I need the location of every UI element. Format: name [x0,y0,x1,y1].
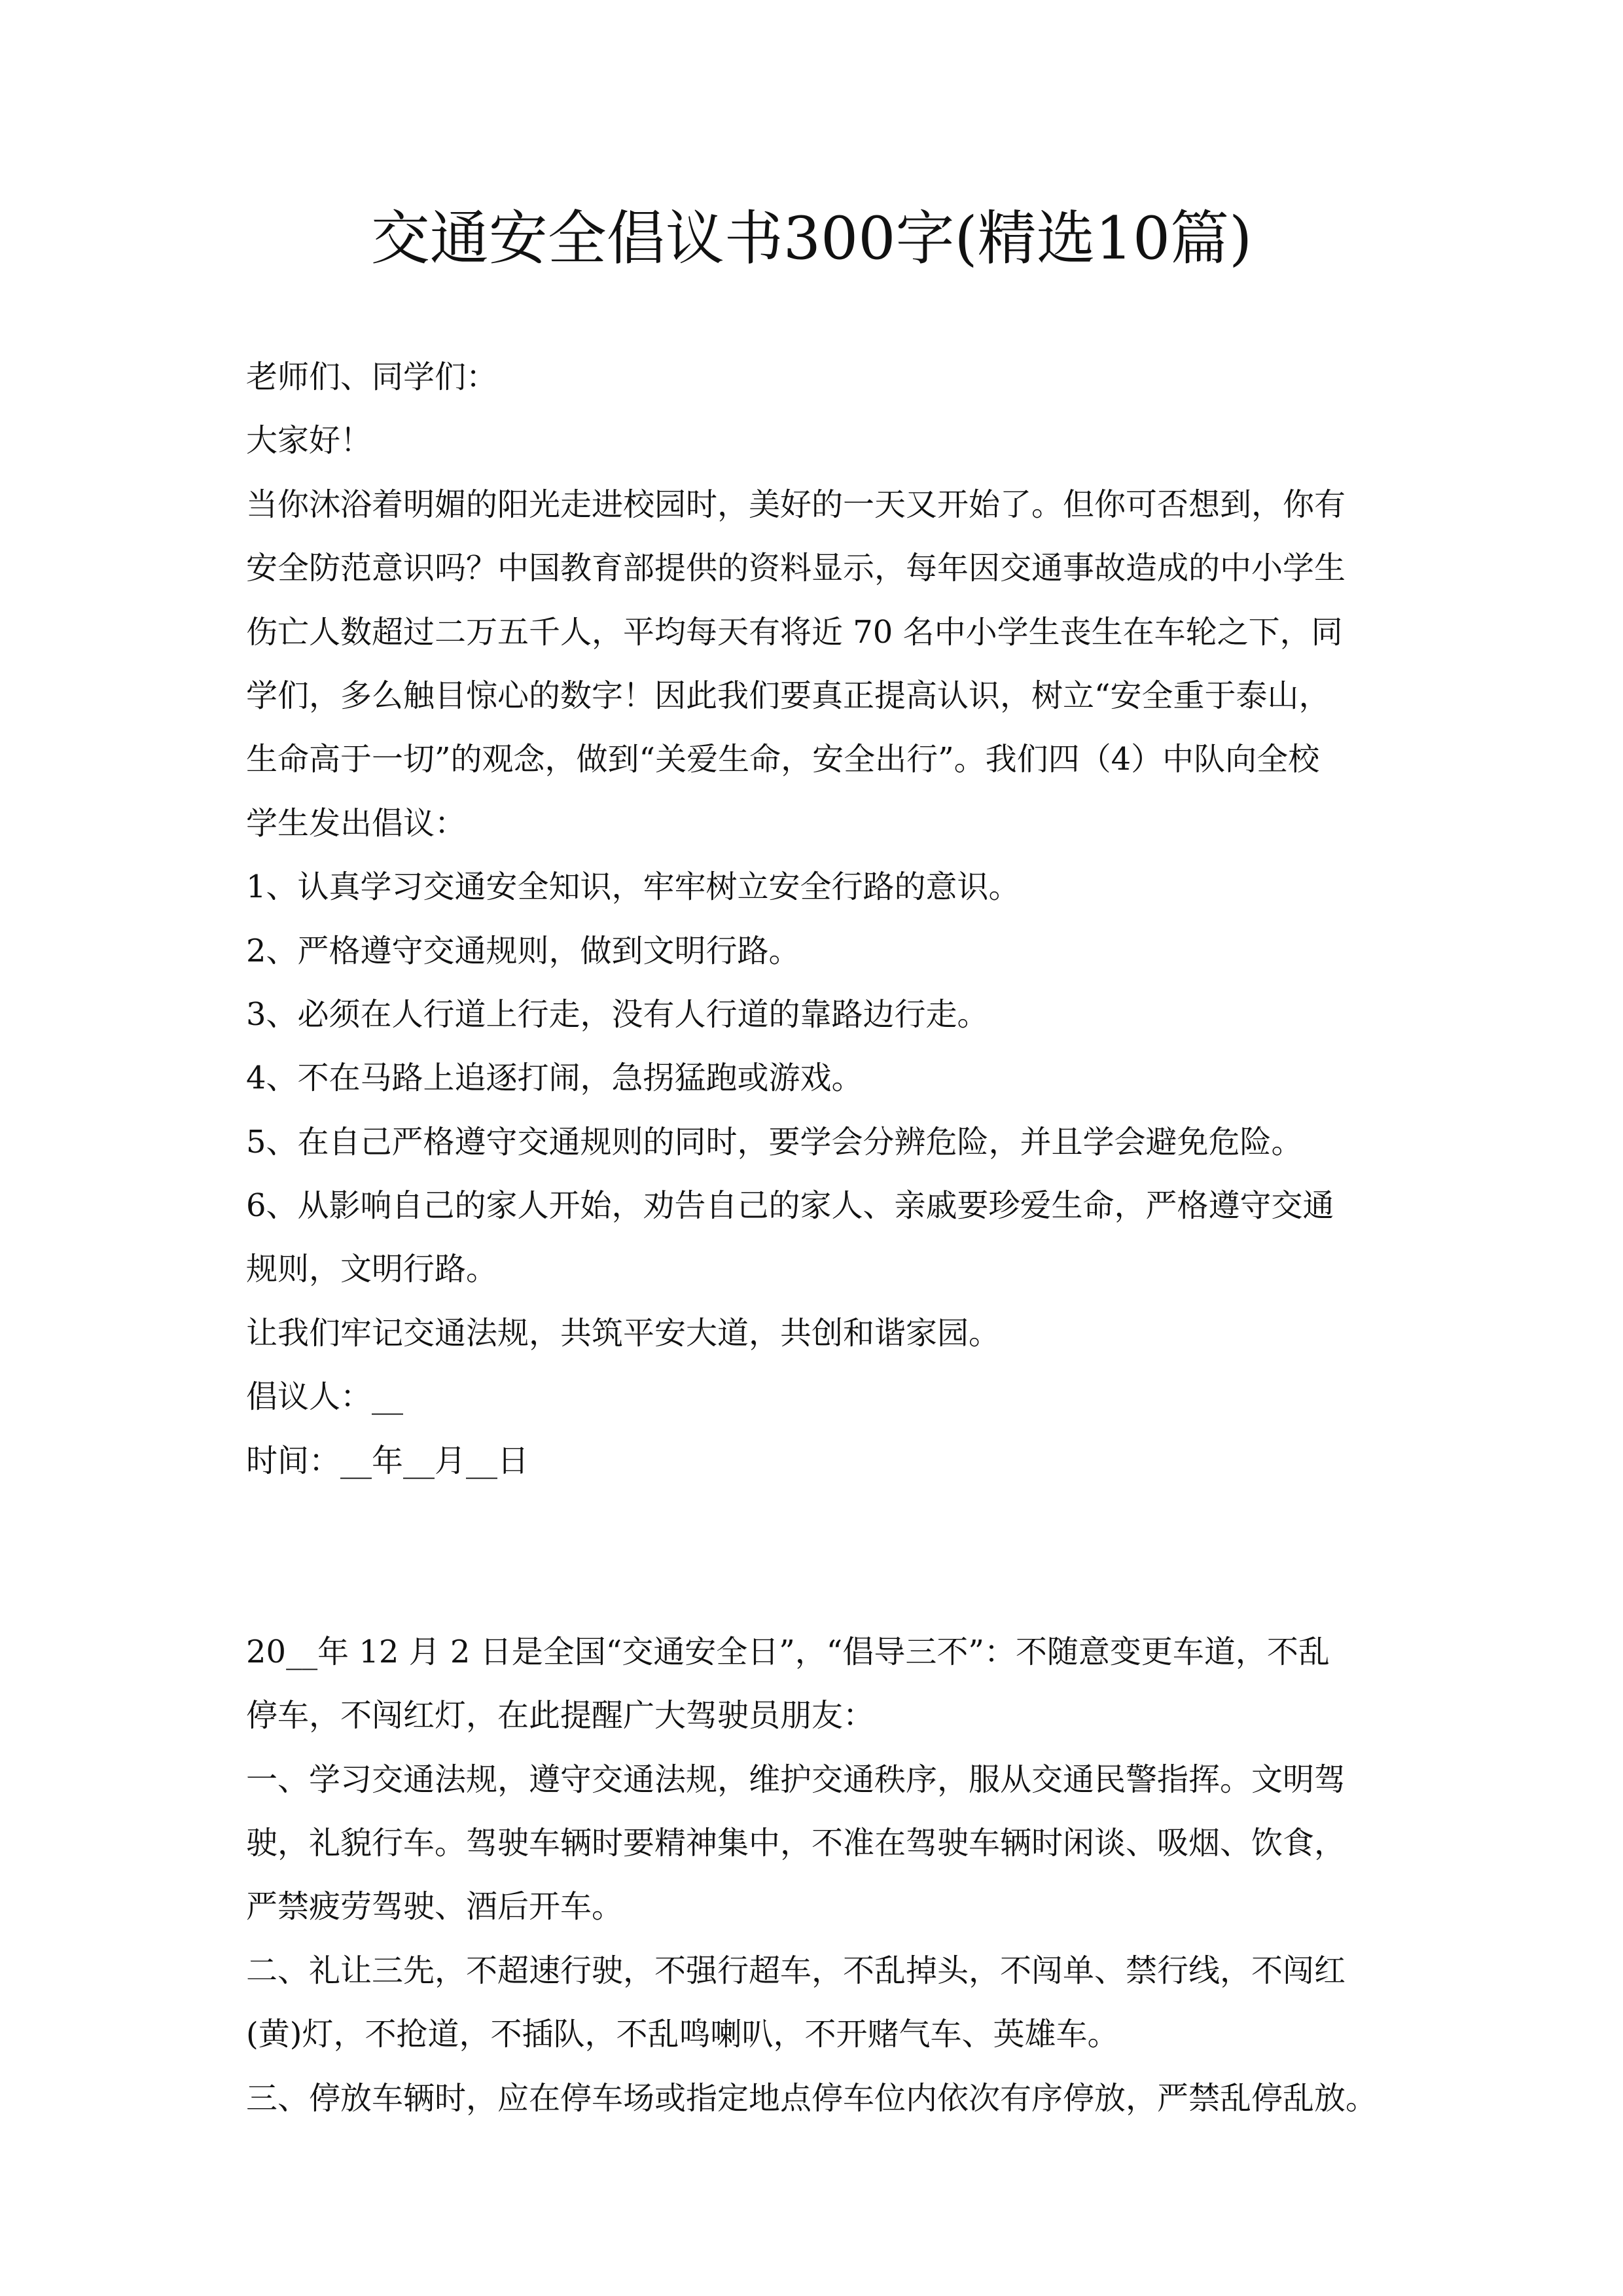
text-line: 学生发出倡议： [246,804,467,842]
text-line: 严禁疲劳驾驶、酒后开车。 [246,1888,624,1926]
text-line: 大家好！ [246,422,372,459]
text-line: 倡议人：__ [246,1378,404,1416]
text-line: 三、停放车辆时，应在停车场或指定地点停车位内依次有序停放，严禁乱停乱放。 [246,2079,1378,2117]
text-line: 20__年 12 月 2 日是全国“交通安全日”，“倡导三不”：不随意变更车道，不乱 [246,1633,1330,1670]
text-line: 6、从影响自己的家人开始，劝告自己的家人、亲戚要珍爱生命，严格遵守交通 [246,1187,1334,1225]
text-line: 当你沐浴着明媚的阳光走进校园时，美好的一天又开始了。但你可否想到，你有 [246,486,1346,523]
text-line: 1、认真学习交通安全知识，牢牢树立安全行路的意识。 [246,869,1020,906]
text-line: 老师们、同学们： [246,359,498,395]
text-line: 3、必须在人行道上行走，没有人行道的靠路边行走。 [246,996,989,1033]
text-line: 时间：__年__月__日 [246,1442,529,1479]
document-body [246,346,1385,2130]
text-line: 生命高于一切”的观念，做到“关爱生命，安全出行”。我们四（4）中队向全校 [246,741,1320,778]
text-line: 二、礼让三先，不超速行驶，不强行超车，不乱掉头，不闯单、禁行线，不闯红 [246,1952,1346,1989]
text-line: 学们，多么触目惊心的数字！因此我们要真正提高认识，树立“安全重于泰山， [246,677,1330,714]
text-line: 停车，不闯红灯，在此提醒广大驾驶员朋友： [246,1697,875,1734]
text-line [246,1556,1385,1620]
text-line: 5、在自己严格遵守交通规则的同时，要学会分辨危险，并且学会避免危险。 [246,1123,1303,1160]
text-line: 伤亡人数超过二万五千人，平均每天有将近 70 名中小学生丧生在车轮之下，同 [246,613,1343,651]
text-line: 4、不在马路上追逐打闹，急拐猛跑或游戏。 [246,1060,863,1097]
text-line: 让我们牢记交通法规，共筑平安大道，共创和谐家园。 [246,1314,1001,1352]
text-line: 2、严格遵守交通规则，做到文明行路。 [246,932,800,969]
text-line: 一、学习交通法规，遵守交通法规，维护交通秩序，服从交通民警指挥。文明驾 [246,1761,1346,1798]
text-line: 驶，礼貌行车。驾驶车辆时要精神集中，不准在驾驶车辆时闲谈、吸烟、饮食， [246,1824,1346,1861]
text-line: 安全防范意识吗？中国教育部提供的资料显示，每年因交通事故造成的中小学生 [246,550,1346,587]
text-line: (黄)灯，不抢道，不插队，不乱鸣喇叭，不开赌气车、英雄车。 [246,2016,1119,2053]
text-line: 规则，文明行路。 [246,1251,498,1288]
document-title: 交通安全倡议书300字(精选10篇) [370,204,1253,273]
text-line [246,1493,1385,1556]
